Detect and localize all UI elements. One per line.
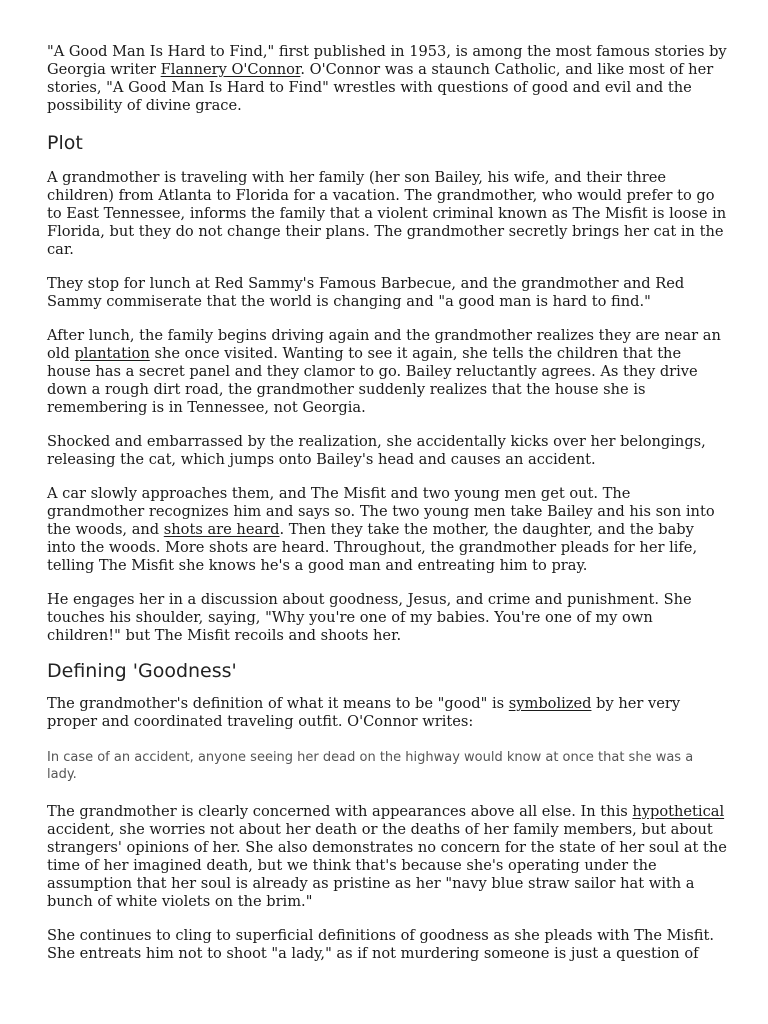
- defining-p2-text-a: The grandmother is clearly concerned with appearances above all else. In this: [47, 803, 633, 820]
- plot-paragraph-5: [47, 485, 727, 575]
- plot-p5-text-a: A car slowly approaches them, and The Misfit and two young men get out. The grandmother recognizes him and says so. The two young men take Bailey and his son into the woods, and: [47, 485, 715, 538]
- defining-p2-text-b: accident, she worries not about her death or the deaths of her family members, but about strangers' opinions of her. She also demonstrates no concern for the state of her soul at the time of her imagined death, but we think that's because she's operating under the assumption that her soul is already as pristine as her "navy blue straw sailor hat with a bunch of white violets on the brim.": [47, 821, 727, 910]
- defining-paragraph-3: She continues to cling to superficial definitions of goodness as she pleads with The Misfit. She entreats him not to shoot "a lady," as if not murdering someone is just a question of: [47, 927, 714, 962]
- plot-heading: Plot: [47, 132, 83, 154]
- plot-p5-text-b: . Then they take the mother, the daughter, and the baby into the woods. More shots are heard. Throughout, the grandmother pleads for her life, telling The Misfit she knows he's a good man and entreating him to pray.: [47, 521, 698, 574]
- plantation-link[interactable]: plantation: [74, 345, 150, 362]
- plot-p3-text-b: she once visited. Wanting to see it again, she tells the children that the house has a secret panel and they clamor to go. Bailey reluctantly agrees. As they drive down a rough dirt road, the grandmother suddenly realizes that the house she is remembering is in Tennessee, not Georgia.: [47, 345, 698, 416]
- plot-paragraph-4: Shocked and embarrassed by the realization, she accidentally kicks over her belongings, releasing the cat, which jumps onto Bailey's head and causes an accident.: [47, 433, 706, 468]
- article-body: [47, 43, 727, 979]
- symbolized-link[interactable]: symbolized: [508, 695, 592, 712]
- plot-paragraph-1: A grandmother is traveling with her family (her son Bailey, his wife, and their three children) from Atlanta to Florida for a vacation. The grandmother, who would prefer to go to East Tennessee, informs the family that a violent criminal known as The Misfit is loose in Florida, but they do not change their plans. The grandmother secretly brings her cat in the car.: [47, 169, 727, 258]
- plot-paragraph-3: [47, 327, 727, 417]
- intro-text-1: "A Good Man Is Hard to Find," first published in 1953, is among the most famous stories by Georgia writer: [47, 43, 727, 78]
- defining-p1-text-a: The grandmother's definition of what it means to be "good" is: [47, 695, 509, 712]
- flannery-oconnor-link[interactable]: Flannery O'Connor: [160, 61, 301, 78]
- defining-paragraph-1: [47, 695, 727, 731]
- intro-text-2: . O'Connor was a staunch Catholic, and like most of her stories, "A Good Man Is Hard to Find" wrestles with questions of good and evil and the possibility of divine grace.: [47, 61, 714, 114]
- plot-paragraph-2: They stop for lunch at Red Sammy's Famous Barbecue, and the grandmother and Red Sammy commiserate that the world is changing and "a good man is hard to find.": [47, 275, 685, 310]
- shots-are-heard-link[interactable]: shots are heard: [163, 521, 280, 538]
- blockquote: In case of an accident, anyone seeing her dead on the highway would know at once that she was a lady.: [47, 750, 694, 782]
- defining-paragraph-2: [47, 803, 727, 911]
- plot-p3-text-a: After lunch, the family begins driving again and the grandmother realizes they are near an old: [47, 327, 721, 362]
- hypothetical-link[interactable]: hypothetical: [632, 803, 725, 820]
- defining-goodness-heading: Defining 'Goodness': [47, 660, 237, 682]
- defining-p1-text-b: by her very proper and coordinated traveling outfit. O'Connor writes:: [47, 695, 681, 730]
- plot-paragraph-6: He engages her in a discussion about goodness, Jesus, and crime and punishment. She touches his shoulder, saying, "Why you're one of my babies. You're one of my own children!" but The Misfit recoils and shoots her.: [47, 591, 692, 644]
- intro-paragraph: [47, 43, 727, 115]
